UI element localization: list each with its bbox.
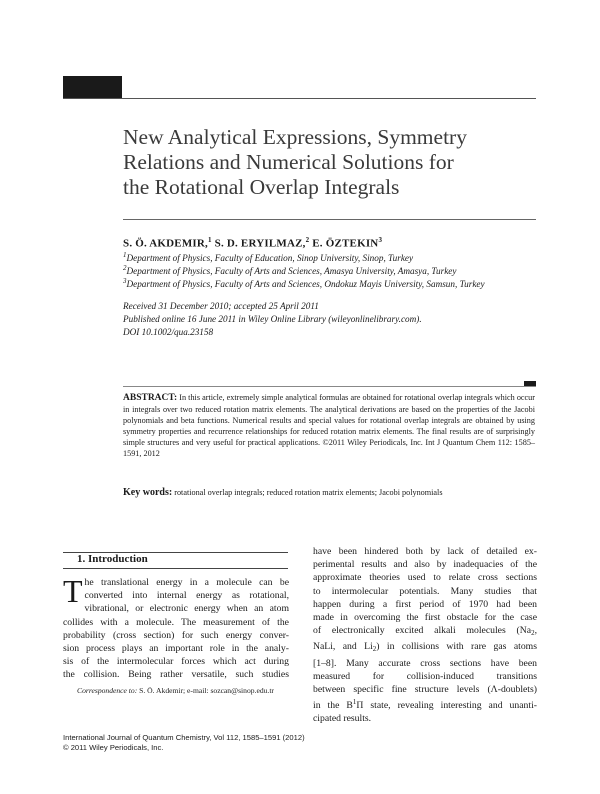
drop-cap: T xyxy=(63,573,83,609)
text-line: sion process plays an important role in the analy- xyxy=(63,643,289,655)
text-line: he translational energy in a molecule can be xyxy=(84,577,289,588)
section-heading: 1. Introduction xyxy=(77,553,148,565)
correspondence-note xyxy=(77,686,274,695)
correspondence-label: Correspondence to: xyxy=(77,686,138,695)
received-date: Received 31 December 2010; accepted 25 April 2011 xyxy=(123,301,319,311)
abstract-text: In this article, extremely simple analytical formulas are obtained for rotational overlap integrals which occur in integrals over two reduced rotation matrix elements. The analytical derivations are based on the properties of the Jacobi polynomials and beta functions. Numerical results and special values for rotational overlap integrals are obtained by using symmetry properties and recurrence relationships for reduced rotation matrix elements. The final results are of surprisingly simple structures and very useful for practical applications. xyxy=(123,393,536,448)
text-line: to intermolecular potentials. Many studies that xyxy=(313,585,537,597)
keywords xyxy=(123,487,535,499)
text-line: NaLi, and $Li_2$) in collisions with rare gas atoms xyxy=(313,641,537,654)
affiliation: $^1$Department of Physics, Faculty of Education, Sinop University, Sinop, Turkey xyxy=(123,251,414,264)
page-footer xyxy=(63,733,305,752)
title-line: the Rotational Overlap Integrals xyxy=(123,175,400,199)
footer-copyright: © 2011 Wiley Periodicals, Inc. xyxy=(63,742,164,752)
abstract-rule xyxy=(123,386,536,387)
text-line: happen during a first period of 1970 had been xyxy=(313,598,537,610)
text-line: of electronically excited alkali molecules ($Na_2$, xyxy=(313,625,537,638)
published-date: Published online 16 June 2011 in Wiley Online Library (wileyonlinelibrary.com). xyxy=(123,314,422,324)
text-line: have been hindered both by lack of detailed ex- xyxy=(313,546,537,557)
text-line: the collision. Being rather versatile, such studies xyxy=(63,669,289,681)
author-name: E. ÖZTEKIN xyxy=(312,237,379,250)
journal-citation: International Journal of Quantum Chemistry, Vol 112, 1585–1591 (2012) xyxy=(63,733,305,742)
author-name: S. D. ERYILMAZ, xyxy=(214,237,306,250)
text-line: vibrational, or electronic energy when an atom xyxy=(84,603,289,615)
section-tab xyxy=(63,76,122,98)
correspondence-text: S. Ö. Akdemir; e-mail: sozcan@sinop.edu.tr xyxy=(139,686,274,695)
keywords-text: rotational overlap integrals; reduced rotation matrix elements; Jacobi polynomials xyxy=(174,488,443,497)
author-list: S. Ö. AKDEMIR,$^1$ S. D. ERYILMAZ,$^2$ E. ÖZTEKIN$^3$ xyxy=(123,236,383,250)
text-line: perimental results and also by inadequacies of the xyxy=(313,559,537,571)
abstract xyxy=(123,392,535,460)
text-line: probability (cross section) for such energy conver- xyxy=(63,629,289,641)
left-column xyxy=(63,573,289,682)
text-line: sis of the intermolecular forces which act during xyxy=(63,656,289,668)
text-line: approximate theories used to relate cross sections xyxy=(313,572,537,584)
title-rule xyxy=(123,219,536,220)
title-line: Relations and Numerical Solutions for xyxy=(123,150,454,174)
affiliation: $^2$Department of Physics, Faculty of Arts and Sciences, Amasya University, Amasya, Turkey xyxy=(123,264,457,277)
article-title xyxy=(123,125,543,200)
abstract-copyright: ©2011 Wiley Periodicals, Inc. xyxy=(322,438,423,448)
text-line: collides with a molecule. The measurement of the xyxy=(63,616,289,628)
text-line: between specific fine structure levels (Λ-doublets) xyxy=(313,684,537,696)
top-rule xyxy=(63,98,536,99)
keywords-label: Key words: xyxy=(123,487,173,498)
abstract-citation: Int J Quantum Chem 112: 1585–1591, 2012 xyxy=(123,438,536,459)
title-line: New Analytical Expressions, Symmetry xyxy=(123,125,467,149)
text-line: in the $B^1\Pi$ state, revealing interesting and unanti- xyxy=(313,698,537,712)
text-line: converted into internal energy as rotational, xyxy=(84,590,289,602)
text-line: cipated results. xyxy=(313,713,372,725)
text-line: measured for collision-induced transitions xyxy=(313,670,537,682)
author-name: S. Ö. AKDEMIR, xyxy=(123,237,209,250)
text-line: made in overcoming the first obstacle for the case xyxy=(313,612,537,624)
right-column xyxy=(313,545,537,726)
abstract-label: ABSTRACT: xyxy=(123,393,178,403)
affiliation: $^3$Department of Physics, Faculty of Arts and Sciences, Ondokuz Mayis University, Samsun, Turkey xyxy=(123,277,485,290)
doi: DOI 10.1002/qua.23158 xyxy=(123,327,214,337)
text-line: [1–8]. Many accurate cross sections have been xyxy=(313,657,537,669)
